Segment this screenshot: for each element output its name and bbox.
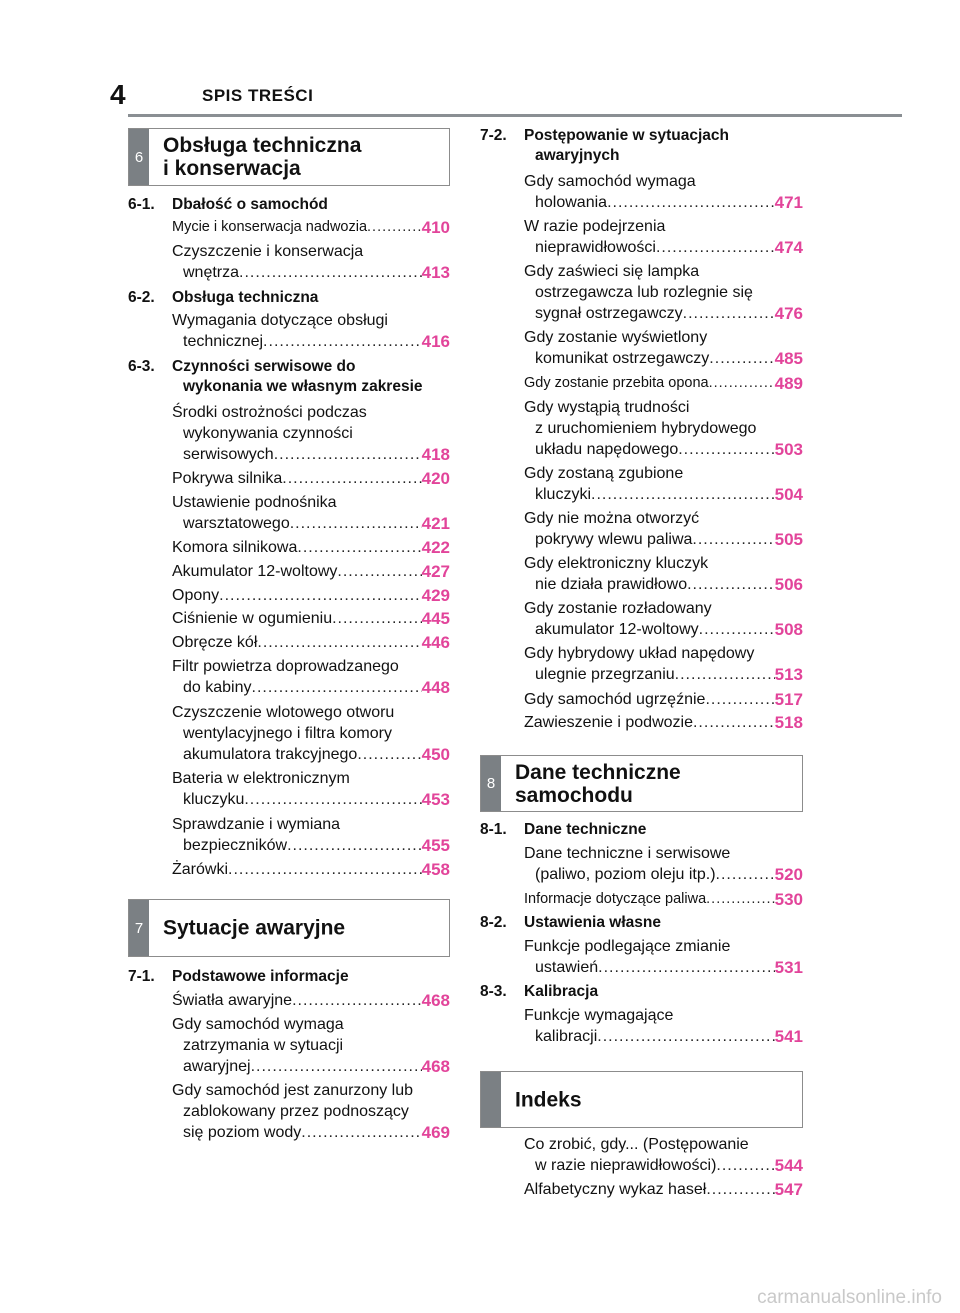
toc-entry[interactable]: Ustawienie podnośnika warsztatowego ..... 421 [172, 492, 450, 534]
toc-entry[interactable]: Gdy elektroniczny kluczyk nie działa prawidłowo ..... 506 [524, 553, 803, 595]
page-number: 4 [110, 79, 126, 110]
chapter-tab: 7 [129, 900, 149, 956]
section-7-2: 7-2. Postępowanie w sytuacjach awaryjnych [480, 127, 730, 164]
toc-entry[interactable]: Światła awaryjne ..... 468 [172, 990, 450, 1011]
toc-entry[interactable]: Gdy samochód wymaga holowania ..... 471 [524, 171, 803, 213]
toc-entry[interactable]: Mycie i konserwacja nadwozia ..... 410 [172, 217, 450, 238]
toc-entry[interactable]: Czyszczenie i konserwacja wnętrza ..... 413 [172, 241, 450, 283]
chapter-8-heading[interactable] [480, 755, 803, 812]
chapter-title: Obsługa techniczna i konserwacja [163, 134, 362, 180]
chapter-6-heading[interactable] [128, 128, 450, 186]
toc-entry[interactable]: Sprawdzanie i wymiana bezpieczników ..... 455 [172, 814, 450, 856]
toc-entry[interactable]: W razie podejrzenia nieprawidłowości ..... 474 [524, 216, 803, 258]
chapter-7-heading[interactable] [128, 899, 450, 957]
toc-entry[interactable]: Czyszczenie wlotowego otworu wentylacyjnego i filtra komory akumulatora trakcyjnego ..... 450 [172, 702, 450, 765]
toc-entry[interactable]: Alfabetyczny wykaz haseł ..... 547 [524, 1179, 803, 1200]
header-rule [128, 114, 902, 117]
toc-entry[interactable]: Bateria w elektronicznym kluczyku ..... 453 [172, 768, 450, 810]
toc-entry[interactable]: Gdy zostanie wyświetlony komunikat ostrzegawczy ..... 485 [524, 327, 803, 369]
toc-entry[interactable]: Obręcze kół ..... 446 [172, 632, 450, 653]
toc-entry[interactable]: Akumulator 12-woltowy ..... 427 [172, 561, 450, 582]
toc-entry[interactable]: Gdy samochód ugrzęźnie ..... 517 [524, 689, 803, 710]
page-title: SPIS TREŚCI [202, 86, 314, 105]
toc-entry[interactable]: Co zrobić, gdy... (Postępowanie w razie nieprawidłowości) ..... 544 [524, 1134, 803, 1176]
toc-entry[interactable]: Komora silnikowa ..... 422 [172, 537, 450, 558]
toc-entry[interactable]: Środki ostrożności podczas wykonywania czynności serwisowych ..... 418 [172, 402, 450, 465]
chapter-tab: 6 [129, 129, 149, 185]
section-8-3: 8-3. Kalibracja [480, 983, 599, 1000]
toc-entry[interactable]: Opony ..... 429 [172, 585, 450, 606]
toc-entry[interactable]: Gdy zaświeci się lampka ostrzegawcza lub rozlegnie się sygnał ostrzegawczy ..... 476 [524, 261, 803, 324]
toc-entry[interactable]: Funkcje podlegające zmianie ustawień ..... 531 [524, 936, 803, 978]
toc-entry[interactable]: Informacje dotyczące paliwa ..... 530 [524, 889, 803, 910]
page-header [84, 80, 902, 120]
chapter-title: Sytuacje awaryjne [163, 916, 346, 940]
section-6-1: 6-1. Dbałość o samochód [128, 196, 328, 213]
toc-entry[interactable]: Ciśnienie w ogumieniu ..... 445 [172, 608, 450, 629]
toc-entry[interactable]: Dane techniczne i serwisowe (paliwo, poziom oleju itp.) ..... 520 [524, 843, 803, 885]
section-6-2: 6-2. Obsługa techniczna [128, 289, 319, 306]
chapter-title: Indeks [515, 1088, 582, 1111]
section-7-1: 7-1. Podstawowe informacje [128, 968, 349, 985]
toc-entry[interactable]: Gdy zostaną zgubione kluczyki ..... 504 [524, 463, 803, 505]
section-8-1: 8-1. Dane techniczne [480, 821, 647, 838]
toc-entry[interactable]: Gdy wystąpią trudności z uruchomieniem hybrydowego układu napędowego ..... 503 [524, 397, 803, 460]
section-6-3: 6-3. Czynności serwisowe do wykonania we własnym zakresie [128, 358, 423, 395]
toc-entry[interactable]: Gdy nie można otworzyć pokrywy wlewu paliwa ..... 505 [524, 508, 803, 550]
toc-entry[interactable]: Gdy zostanie przebita opona ..... 489 [524, 373, 803, 394]
toc-entry[interactable]: Wymagania dotyczące obsługi technicznej ..... 416 [172, 310, 450, 352]
toc-entry[interactable]: Gdy zostanie rozładowany akumulator 12-woltowy ..... 508 [524, 598, 803, 640]
toc-entry[interactable]: Funkcje wymagające kalibracji ..... 541 [524, 1005, 803, 1047]
watermark: carmanualsonline.info [757, 1287, 942, 1308]
toc-entry[interactable]: Pokrywa silnika ..... 420 [172, 468, 450, 489]
toc-entry[interactable]: Gdy samochód wymaga zatrzymania w sytuacji awaryjnej ..... 468 [172, 1014, 450, 1077]
chapter-tab: 8 [481, 756, 501, 811]
toc-entry[interactable]: Gdy samochód jest zanurzony lub zablokowany przez podnoszący się poziom wody ..... 469 [172, 1080, 450, 1143]
chapter-tab [481, 1072, 501, 1127]
toc-entry[interactable]: Gdy hybrydowy układ napędowy ulegnie przegrzaniu ..... 513 [524, 643, 803, 685]
toc-entry[interactable]: Zawieszenie i podwozie ..... 518 [524, 712, 803, 733]
section-8-2: 8-2. Ustawienia własne [480, 914, 661, 931]
toc-entry[interactable]: Żarówki ..... 458 [172, 859, 450, 880]
toc-entry[interactable]: Filtr powietrza doprowadzanego do kabiny ..... 448 [172, 656, 450, 698]
index-heading[interactable] [480, 1071, 803, 1128]
chapter-title: Dane techniczne samochodu [515, 760, 681, 807]
